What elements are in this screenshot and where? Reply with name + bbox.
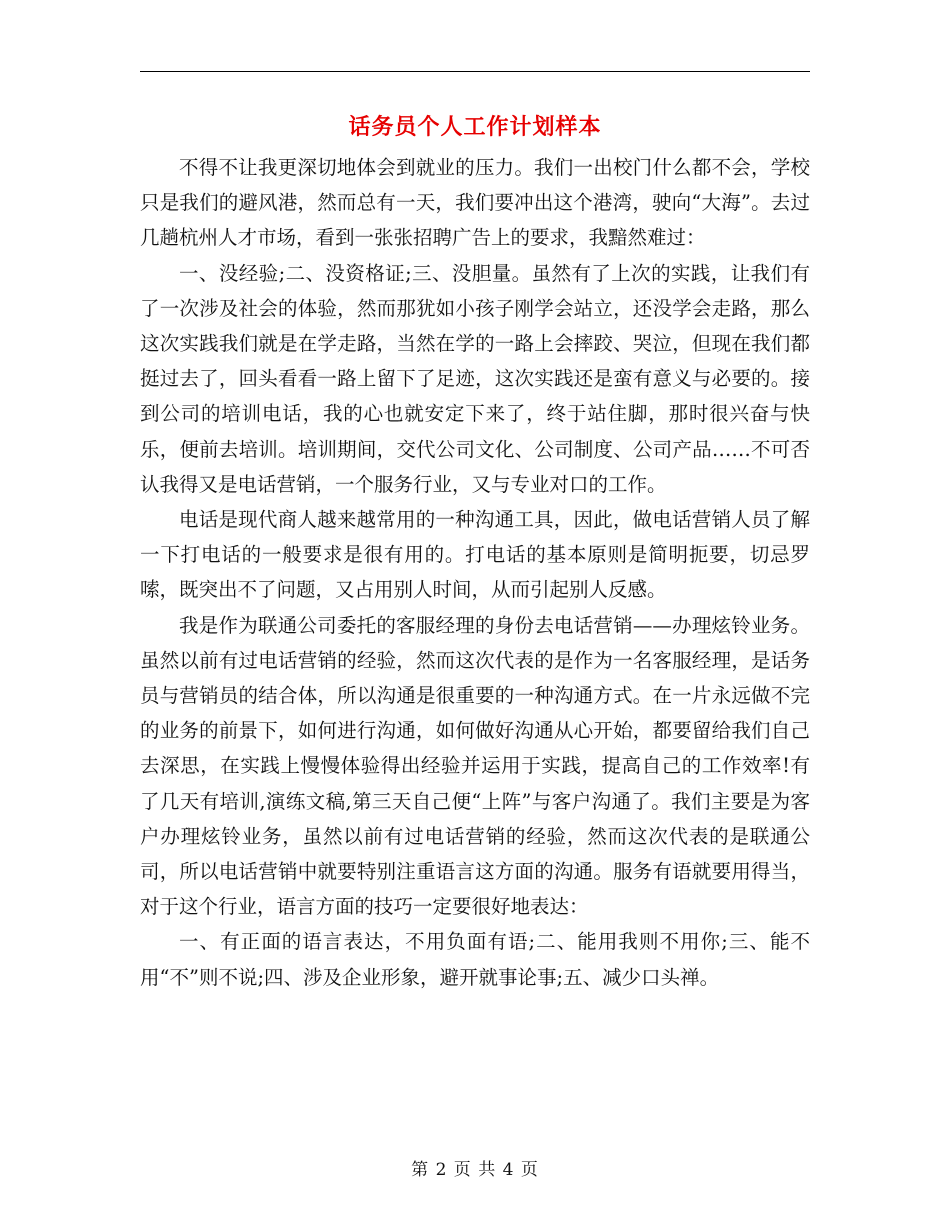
header-rule (140, 71, 810, 72)
paragraph-3: 电话是现代商人越来越常用的一种沟通工具，因此，做电话营销人员了解一下打电话的一般要求是很有用的。打电话的基本原则是简明扼要，切忌罗嗦，既突出不了问题，又占用别人时间，从而引起别人反感。 (140, 508, 810, 602)
paragraph-1: 不得不让我更深切地体会到就业的压力。我们一出校门什么都不会，学校只是我们的避风港，然而总有一天，我们要冲出这个港湾，驶向“大海”。去过几趟杭州人才市场，看到一张张招聘广告上的要求，我黯然难过： (140, 156, 810, 250)
document-body (140, 150, 810, 995)
paragraph-5: 一、有正面的语言表达，不用负面有语;二、能用我则不用你;三、能不用“不”则不说;四、涉及企业形象，避开就事论事;五、减少口头禅。 (140, 930, 810, 989)
paragraph-4: 我是作为联通公司委托的客服经理的身份去电话营销——办理炫铃业务。虽然以前有过电话营销的经验，然而这次代表的是作为一名客服经理，是话务员与营销员的结合体，所以沟通是很重要的一种沟通方式。在一片永远做不完的业务的前景下，如何进行沟通，如何做好沟通从心开始，都要留给我们自己去深思，在实践上慢慢体验得出经验并运用于实践，提高自己的工作效率!有了几天有培训,演练文稿,第三天自己便“上阵”与客户沟通了。我们主要是为客户办理炫铃业务，虽然以前有过电话营销的经验，然而这次代表的是联通公司，所以电话营销中就要特别注重语言这方面的沟通。服务有语就要用得当，对于这个行业，语言方面的技巧一定要很好地表达： (140, 613, 810, 919)
paragraph-2: 一、没经验;二、没资格证;三、没胆量。虽然有了上次的实践，让我们有了一次涉及社会的体验，然而那犹如小孩子刚学会站立，还没学会走路，那么这次实践我们就是在学走路，当然在学的一路上会摔跤、哭泣，但现在我们都挺过去了，回头看看一路上留下了足迹，这次实践还是蛮有意义与必要的。接到公司的培训电话，我的心也就安定下来了，终于站住脚，那时很兴奋与快乐，便前去培训。培训期间，交代公司文化、公司制度、公司产品……不可否认我得又是电话营销，一个服务行业，又与专业对口的工作。 (140, 261, 810, 496)
page-number: 第 2 页 共 4 页 (411, 1160, 539, 1180)
document-title: 话务员个人工作计划样本 (348, 115, 602, 140)
